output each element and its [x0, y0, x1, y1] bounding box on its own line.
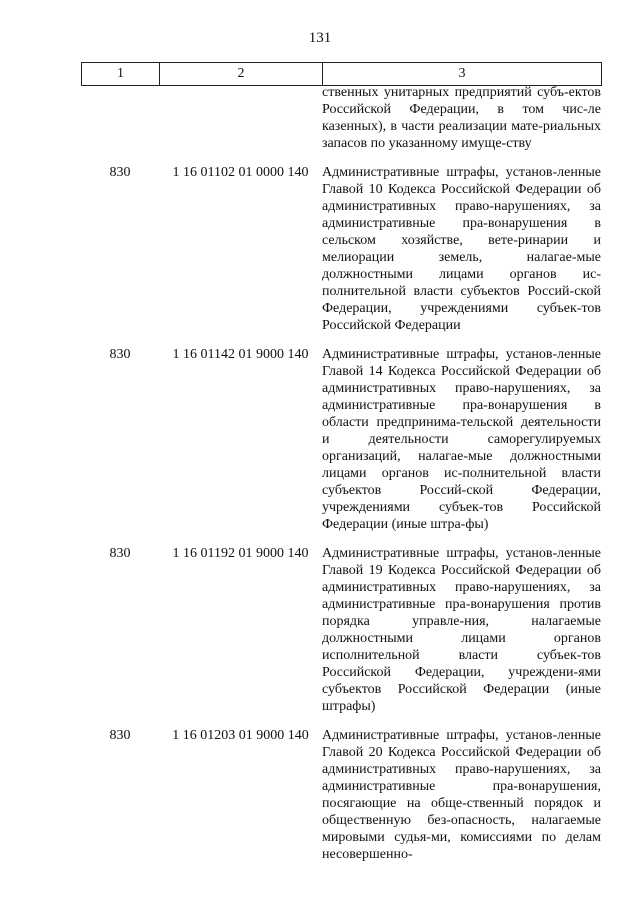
admin-code: 830 — [109, 165, 131, 180]
admin-code: 830 — [109, 546, 131, 561]
row-description: Административные штрафы, установ-ленные Главой 10 Кодекса Российской Федерации об административных право-нарушениях, за административные пра-вонарушения в сельском хозяйстве, вете-ринарии и мелиорации земель, налагае-мые должностными лицами органов ис-полнительной власти субъектов Россий-ской Федерации, учреждениями субъек-тов Российской Федерации — [322, 165, 601, 333]
continuation-row — [81, 84, 601, 152]
admin-code: 830 — [109, 728, 131, 743]
kbk-code: 1 16 01203 01 9000 140 — [172, 728, 309, 743]
header-col-2: 2 — [160, 63, 323, 86]
page-number: 131 — [308, 30, 332, 46]
table-row — [81, 346, 601, 533]
admin-code: 830 — [109, 347, 131, 362]
header-col-1: 1 — [82, 63, 160, 86]
table-row — [81, 727, 601, 863]
table-header — [81, 62, 602, 86]
table-row — [81, 545, 601, 715]
kbk-code: 1 16 01102 01 0000 140 — [172, 165, 309, 180]
header-col-3: 3 — [323, 63, 602, 86]
kbk-code: 1 16 01192 01 9000 140 — [172, 546, 309, 561]
row-description: Административные штрафы, установ-ленные Главой 20 Кодекса Российской Федерации об административных право-нарушениях, за административные пра-вонарушения, посягающие на обще-ственный порядок и общественную без-опасность, налагаемые мировыми судья-ми, комиссиями по делам несовершенно- — [322, 728, 601, 862]
kbk-code: 1 16 01142 01 9000 140 — [172, 347, 309, 362]
continuation-text: ственных унитарных предприятий субъ-ектов Российской Федерации, в том чис-ле казенных), в части реализации мате-риальных запасов по указанному имуще-ству — [322, 85, 601, 151]
row-description: Административные штрафы, установ-ленные Главой 14 Кодекса Российской Федерации об административных право-нарушениях, за административные пра-вонарушения в области предпринима-тельской деятельности и деятельности саморегулируемых организаций, налагае-мые должностными лицами органов ис-полнительной власти субъектов Россий-ской Федерации, учреждениями субъек-тов Российской Федерации (иные штра-фы) — [322, 347, 601, 532]
table-body — [81, 84, 601, 875]
row-description: Административные штрафы, установ-ленные Главой 19 Кодекса Российской Федерации об административных право-нарушениях, за административные пра-вонарушения против порядка управле-ния, налагаемые должностными лицами органов исполнительной власти субъек-тов Российской Федерации, учреждени-ями субъектов Российской Федерации (иные штрафы) — [322, 546, 601, 714]
table-row — [81, 164, 601, 334]
